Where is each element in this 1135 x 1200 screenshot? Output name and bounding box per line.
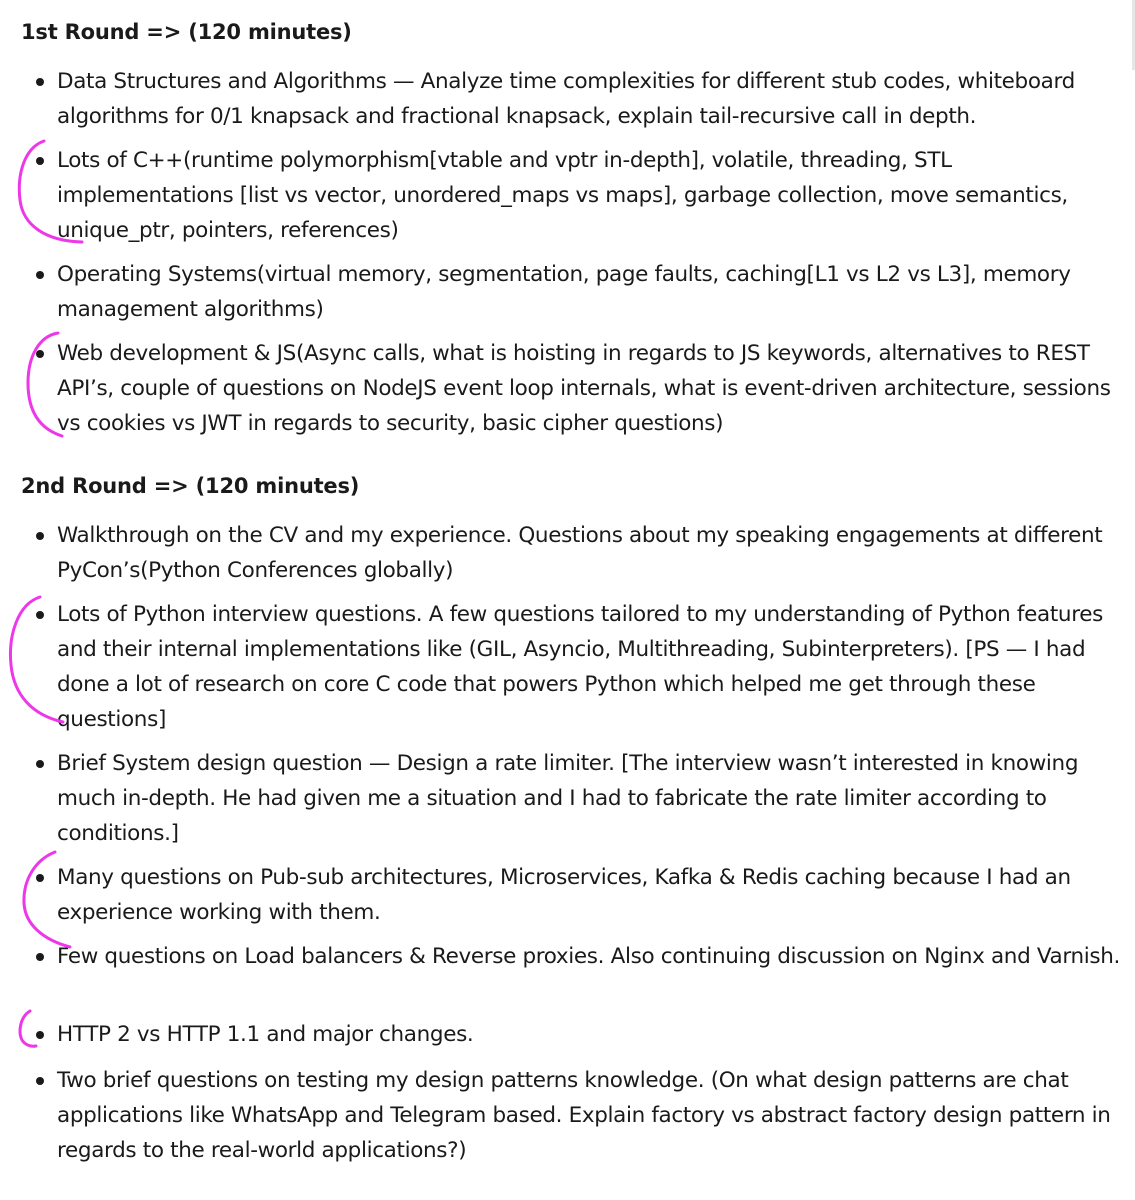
list-item-text: Web development & JS(Async calls, what is hoisting in regards to JS keywords, alternatives to REST API’s, couple of questions on NodeJS event loop internals, what is event-driven architecture, sessions vs cookies vs JWT in regards to security, basic cipher questions) bbox=[57, 341, 1111, 436]
round-1-heading: 1st Round => (120 minutes) bbox=[21, 20, 352, 44]
list-item-text: Lots of Python interview questions. A few questions tailored to my understanding of Python features and their internal implementations like (GIL, Asyncio, Multithreading, Subinterpreters). [PS — I had done a lot of research on core C code that powers Python which helped me get through these questions] bbox=[57, 602, 1103, 732]
list-item bbox=[57, 597, 1127, 737]
list-item-text: Lots of C++(runtime polymorphism[vtable and vptr in-depth], volatile, threading, STL implementations [list vs vector, unordered_maps vs maps], garbage collection, move semantics, unique_ptr, pointers, references) bbox=[57, 148, 1068, 243]
list-item bbox=[57, 746, 1127, 851]
list-item bbox=[57, 939, 1127, 974]
bullet-icon bbox=[36, 953, 44, 961]
list-item-text: Data Structures and Algorithms — Analyze time complexities for different stub codes, whiteboard algorithms for 0/1 knapsack and fractional knapsack, explain tail-recursive call in depth. bbox=[57, 69, 1075, 129]
list-item bbox=[57, 257, 1127, 327]
list-item bbox=[57, 518, 1127, 588]
bullet-icon bbox=[36, 350, 44, 358]
list-item bbox=[57, 143, 1127, 248]
list-item-text: Many questions on Pub-sub architectures, Microservices, Kafka & Redis caching because I had an experience working with them. bbox=[57, 865, 1071, 925]
bullet-icon bbox=[36, 78, 44, 86]
bullet-icon bbox=[36, 1077, 44, 1085]
bullet-icon bbox=[36, 532, 44, 540]
bullet-icon bbox=[36, 157, 44, 165]
bullet-icon bbox=[36, 874, 44, 882]
bullet-icon bbox=[36, 611, 44, 619]
list-item bbox=[57, 1063, 1127, 1168]
bullet-icon bbox=[36, 760, 44, 768]
list-item bbox=[57, 1017, 1127, 1052]
list-item-text: Brief System design question — Design a rate limiter. [The interview wasn’t interested in knowing much in-depth. He had given me a situation and I had to fabricate the rate limiter according to conditions.] bbox=[57, 751, 1079, 846]
list-item-text: HTTP 2 vs HTTP 1.1 and major changes. bbox=[57, 1022, 474, 1047]
list-item-text: Few questions on Load balancers & Reverse proxies. Also continuing discussion on Nginx and Varnish. bbox=[57, 944, 1121, 969]
list-item-text: Operating Systems(virtual memory, segmentation, page faults, caching[L1 vs L2 vs L3], memory management algorithms) bbox=[57, 262, 1071, 322]
list-item-text: Two brief questions on testing my design patterns knowledge. (On what design patterns are chat applications like WhatsApp and Telegram based. Explain factory vs abstract factory design pattern in regards to the real-world applications?) bbox=[57, 1068, 1111, 1163]
list-item bbox=[57, 860, 1127, 930]
bracket-mark-http bbox=[20, 1011, 36, 1046]
list-item bbox=[57, 336, 1127, 441]
list-item-text: Walkthrough on the CV and my experience. Questions about my speaking engagements at different PyCon’s(Python Conferences globally) bbox=[57, 523, 1103, 583]
bullet-icon bbox=[36, 1031, 44, 1039]
round-2-heading: 2nd Round => (120 minutes) bbox=[21, 474, 360, 498]
bullet-icon bbox=[36, 271, 44, 279]
list-item bbox=[57, 64, 1127, 134]
